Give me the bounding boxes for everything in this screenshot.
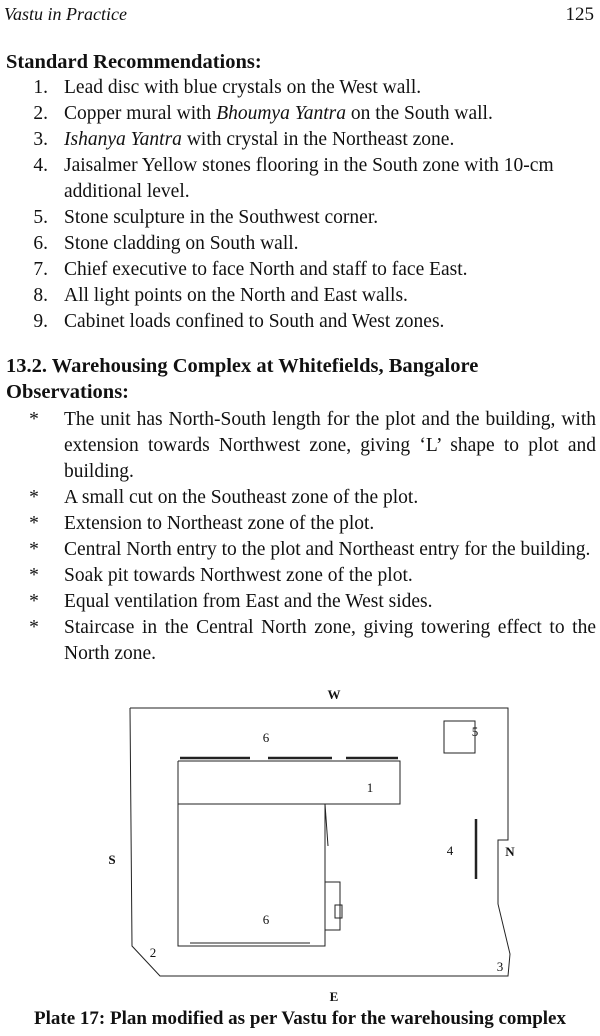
running-head — [4, 4, 594, 28]
list-item: * The unit has North-South length for the plot and the building, with extension towards Northwest zone, giving ‘L’ shape to plot and building. — [29, 409, 596, 482]
list-item: * Central North entry to the plot and Northeast entry for the building. — [29, 539, 591, 560]
stair-box — [335, 905, 342, 918]
list-item: * Extension to Northeast zone of the plot. — [29, 513, 375, 534]
list-item: * Soak pit towards Northwest zone of the plot. — [29, 565, 413, 586]
label-5: 5 — [471, 724, 479, 739]
site-plan-diagram — [100, 684, 530, 1004]
soak-pit — [444, 721, 475, 753]
staircase — [325, 882, 340, 930]
list-item: 7. Chief executive to face North and staff to face East. — [33, 259, 468, 280]
emphasis: Bhoumya Yantra — [216, 103, 347, 124]
list-item: 8. All light points on the North and East walls. — [33, 285, 408, 306]
observations-heading: Observations: — [6, 381, 129, 403]
list-item: 3. Ishanya Yantra with crystal in the Northeast zone. — [33, 129, 455, 150]
label-6-top: 6 — [262, 730, 270, 745]
standard-recommendations-heading: Standard Recommendations: — [6, 51, 262, 73]
observations-list — [6, 407, 596, 667]
list-item: 2. Copper mural with Bhoumya Yantra on the South wall. — [33, 103, 493, 124]
recommendations-list — [6, 75, 596, 335]
direction-west: W — [327, 687, 341, 702]
label-2: 2 — [149, 945, 157, 960]
list-item: 1. Lead disc with blue crystals on the West wall. — [33, 77, 422, 98]
label-1: 1 — [366, 780, 374, 795]
list-item: 4. Jaisalmer Yellow stones flooring in the South zone with 10-cm additional level. — [33, 155, 554, 202]
label-4: 4 — [446, 843, 454, 858]
list-item: 6. Stone cladding on South wall. — [33, 233, 299, 254]
list-item: * Staircase in the Central North zone, giving towering effect to the North zone. — [29, 617, 596, 664]
label-6-bottom: 6 — [262, 912, 270, 927]
direction-east: E — [329, 989, 339, 1004]
direction-north: N — [505, 844, 515, 859]
page-number: 125 — [565, 4, 594, 25]
list-item: * A small cut on the Southeast zone of the plot. — [29, 487, 419, 508]
list-item: 5. Stone sculpture in the Southwest corner. — [33, 207, 379, 228]
section-heading: 13.2. Warehousing Complex at Whitefields, Bangalore — [6, 355, 479, 377]
list-item: * Equal ventilation from East and the West sides. — [29, 591, 433, 612]
emphasis: Ishanya Yantra — [64, 129, 182, 150]
plate-caption: Plate 17: Plan modified as per Vastu for the warehousing complex — [33, 1008, 566, 1029]
label-3: 3 — [496, 959, 504, 974]
running-head-title: Vastu in Practice — [4, 4, 127, 24]
list-item: 9. Cabinet loads confined to South and West zones. — [33, 311, 445, 332]
direction-south: S — [108, 852, 116, 867]
plot-boundary — [130, 708, 510, 976]
